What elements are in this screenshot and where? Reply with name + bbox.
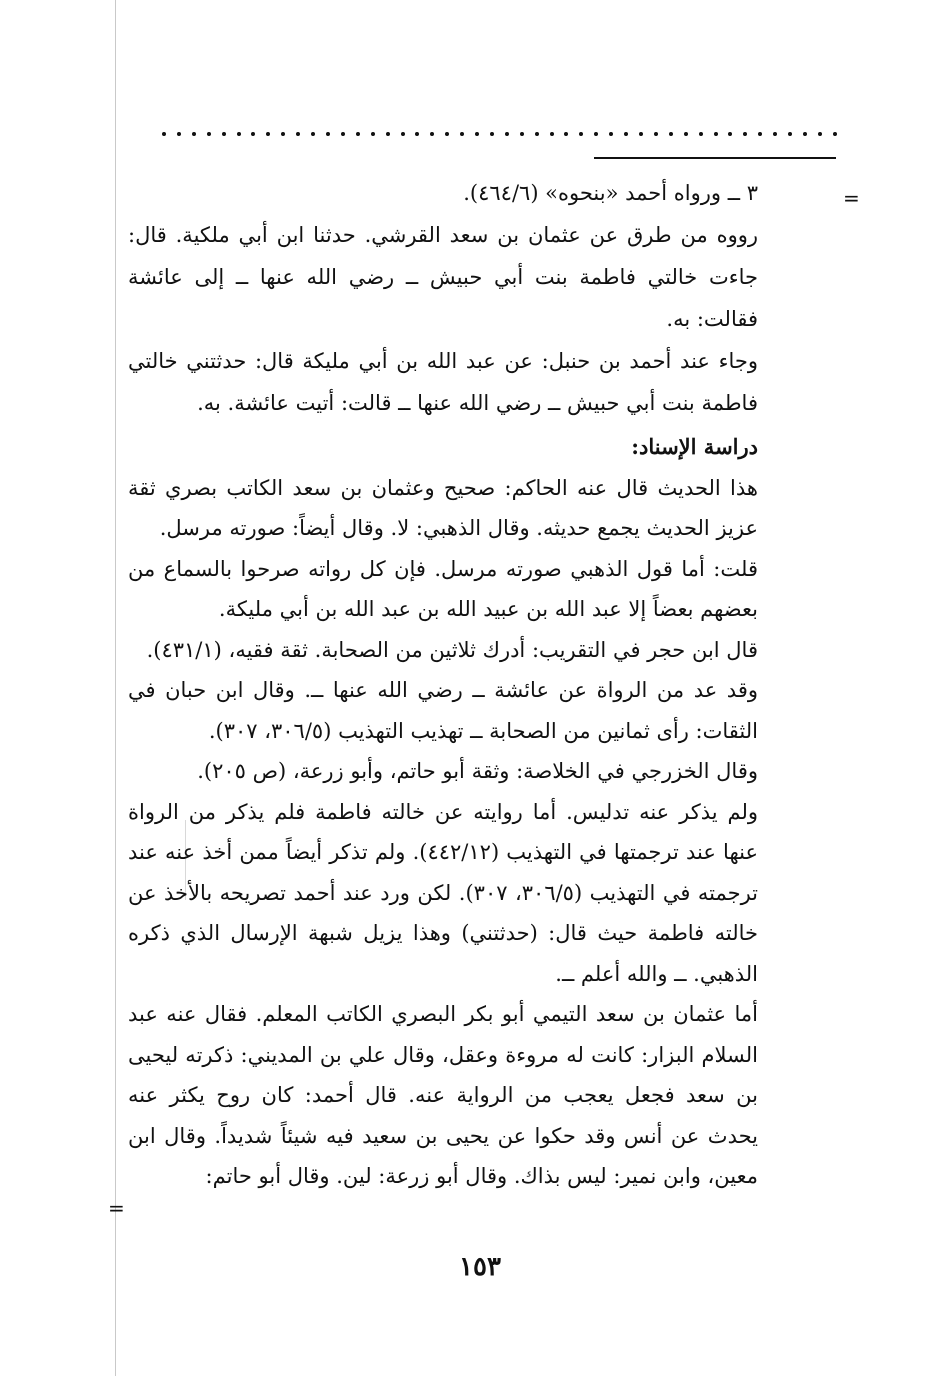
body-paragraph: قال ابن حجر في التقريب: أدرك ثلاثين من الصحابة. ثقة فقيه، (٤٣١/١). [146,637,758,662]
separator-dot [371,132,375,136]
separator-dot [803,132,807,136]
separator-dot [594,132,598,136]
separator-dot [192,132,196,136]
separator-dot [460,132,464,136]
separator-dot [401,132,405,136]
separator-dot [773,132,777,136]
body-paragraph: وقال الخزرجي في الخلاصة: وثقة أبو حاتم، وأبو زرعة، (ص ٢٠٥). [197,759,758,783]
continuation-mark-bottom: = [108,1196,125,1220]
separator-dot [490,132,494,136]
separator-dot [684,132,688,136]
separator-dot [296,132,300,136]
separator-dot [758,132,762,136]
separator-dot [520,132,524,136]
continuation-mark-top: = [843,186,860,210]
footnote-block [128,172,758,424]
separator-dot [475,132,479,136]
separator-dot [669,132,673,136]
separator-dot [624,132,628,136]
separator-dot [579,132,583,136]
separator-dot [430,132,434,136]
separator-dot [535,132,539,136]
separator-dot [654,132,658,136]
separator-dot [222,132,226,136]
body-paragraph: هذا الحديث قال عنه الحاكم: صحيح وعثمان بن سعد الكاتب بصري ثقة عزيز الحديث يجمع حديثه. وقال الذهبي: لا. وقال أيضاً: صورته مرسل. [128,475,758,540]
body-paragraph: قلت: أما قول الذهبي صورته مرسل. فإن كل رواته صرحوا بالسماع من بعضهم بعضاً إلا عبد الله بن عبيد الله بن عبد الله بن أبي مليكة. [128,556,758,621]
separator-dot [743,132,747,136]
body-paragraph: أما عثمان بن سعد التيمي أبو بكر البصري الكاتب المعلم. فقال عنه عبد السلام البزار: كانت له مروءة وعقل، وقال علي بن المديني: ذكرته ليحيى بن سعد فجعل يعجب من الرواية عنه. قال أحمد: كان روح يكثر عنه يحدث عن أنس وقد حكوا عن يحيى بن سعيد فيه شيئاً شديداً. وقال ابن معين، وابن نمير: ليس بذاك. وقال أبو زرعة: لين. وقال أبو حاتم: [128,1002,758,1188]
separator-dot [505,132,509,136]
separator-dot [311,132,315,136]
separator-dot [326,132,330,136]
separator-dot [162,132,166,136]
body-paragraph: وقد عد من الرواة عن عائشة ــ رضي الله عنها ــ. وقال ابن حبان في الثقات: رأى ثمانين من الصحابة ــ تهذيب التهذيب (٣٠٦/٥، ٣٠٧). [128,678,758,743]
separator-dot [699,132,703,136]
scan-edge-line [115,0,116,1376]
separator-dot [639,132,643,136]
separator-dot [728,132,732,136]
separator-dot [550,132,554,136]
separator-dot [356,132,360,136]
body-paragraph: ولم يذكر عنه تدليس. أما روايته عن خالته فاطمة فلم يذكر من الرواة عنها عند ترجمتها في التهذيب (٤٤٢/١٢). ولم تذكر أيضاً ممن أخذ عنه عند ترجمته في التهذيب (٣٠٦/٥، ٣٠٧). لكن ورد عند أحمد تصريحه بالأخذ عن خالته فاطمة حيث قال: (حدثتني) وهذا يزيل شبهة الإرسال الذي ذكره الذهبي. ــ والله أعلم ــ. [128,799,758,986]
dotted-separator [162,126,837,142]
separator-dot [564,132,568,136]
separator-dot [251,132,255,136]
separator-dot [714,132,718,136]
footnote-paragraph: وجاء عند أحمد بن حنبل: عن عبد الله بن أبي مليكة قال: حدثتني خالتي فاطمة بنت أبي حبيش ــ رضي الله عنها ــ قالت: أتيت عائشة. به. [128,349,758,415]
separator-dot [609,132,613,136]
separator-dot [788,132,792,136]
separator-dot [445,132,449,136]
section-heading: دراسة الإسناد: [631,434,758,459]
page-number: ١٥٣ [459,1252,501,1282]
separator-dot [386,132,390,136]
separator-dot [341,132,345,136]
footnote-number-line: ٣ ــ ورواه أحمد «بنحوه» (٤٦٤/٦). [463,181,758,205]
footnote-rule [594,157,836,159]
footnote-paragraph: رووه من طرق عن عثمان بن سعد القرشي. حدثنا ابن أبي ملكية. قال: جاءت خالتي فاطمة بنت أبي حبيش ــ رضي الله عنها ــ إلى عائشة فقالت: به. [128,223,758,331]
isnad-study-section [128,427,758,1197]
separator-dot [207,132,211,136]
separator-dot [833,132,837,136]
separator-dot [266,132,270,136]
separator-dot [281,132,285,136]
separator-dot [818,132,822,136]
separator-dot [177,132,181,136]
separator-dot [415,132,419,136]
separator-dot [237,132,241,136]
